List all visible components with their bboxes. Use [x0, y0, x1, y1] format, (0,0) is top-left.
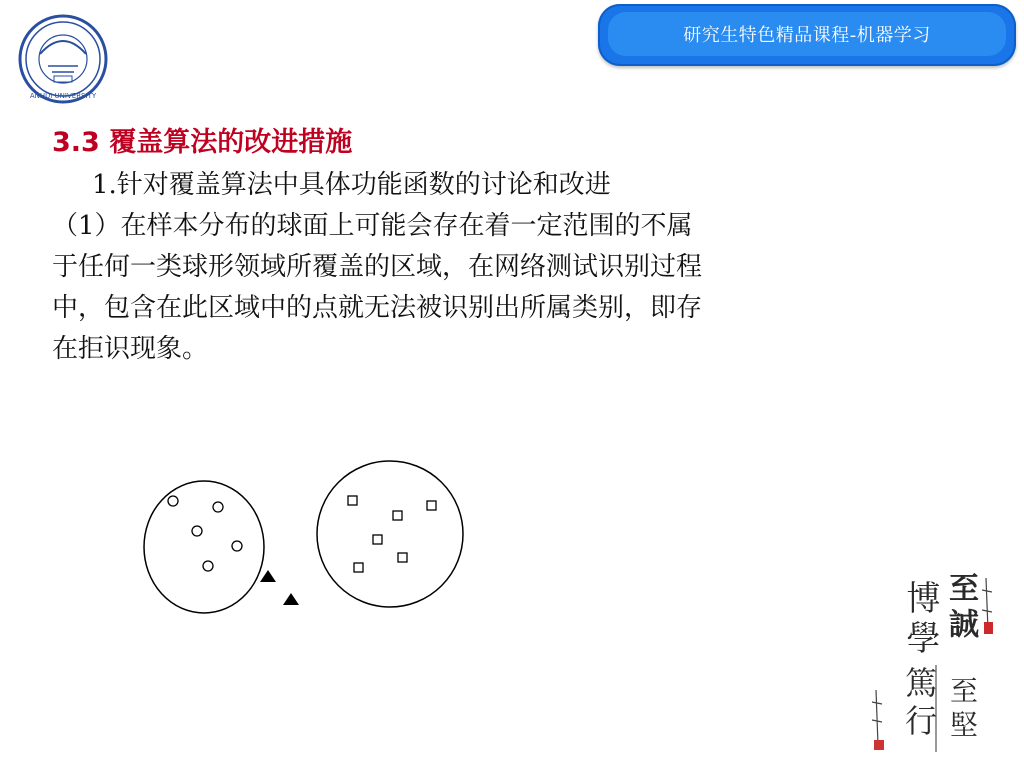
sample-circle: [213, 502, 223, 512]
sample-square: [393, 511, 402, 520]
svg-text:ANHUI UNIVERSITY: ANHUI UNIVERSITY: [29, 92, 97, 100]
rejected-triangle: [260, 570, 276, 582]
sample-square: [398, 553, 407, 562]
sample-circle: [203, 561, 213, 571]
motto-col-2: 至誠: [943, 572, 978, 644]
motto-col-1: 博學: [900, 580, 940, 660]
course-banner: [598, 4, 1016, 66]
rejected-triangle: [283, 593, 299, 605]
point-1-text: 1.针对覆盖算法中具体功能函数的讨论和改进: [92, 170, 611, 200]
sphere-domain-squares: [317, 461, 463, 607]
section-heading: 3.3 覆盖算法的改进措施: [52, 127, 353, 158]
coverage-diagram-svg: [130, 455, 480, 620]
body-text: [52, 165, 932, 370]
motto-col-4: 至堅: [946, 676, 979, 744]
motto-decoration: [864, 570, 1004, 760]
sample-circle: [192, 526, 202, 536]
university-logo: [18, 14, 108, 104]
paragraph-line: （1）在样本分布的球面上可能会存在着一定范围的不属: [52, 211, 693, 241]
sample-square: [427, 501, 436, 510]
paragraph-line: 在拒识现象。: [52, 334, 209, 364]
motto-calligraphy: [864, 570, 1004, 760]
coverage-diagram: [130, 455, 480, 620]
sphere-domain-circles: [144, 481, 264, 613]
motto-col-3: 篤行: [900, 666, 938, 742]
sample-square: [354, 563, 363, 572]
paragraph-line: 于任何一类球形领域所覆盖的区域，在网络测试识别过程: [52, 252, 703, 282]
sample-square: [348, 496, 357, 505]
sample-circle: [168, 496, 178, 506]
sample-circle: [232, 541, 242, 551]
course-title: 研究生特色精品课程-机器学习: [608, 12, 1006, 56]
paragraph-line: 中，包含在此区域中的点就无法被识别出所属类别，即存: [52, 293, 703, 323]
logo-seal-icon: [18, 14, 108, 104]
sample-square: [373, 535, 382, 544]
